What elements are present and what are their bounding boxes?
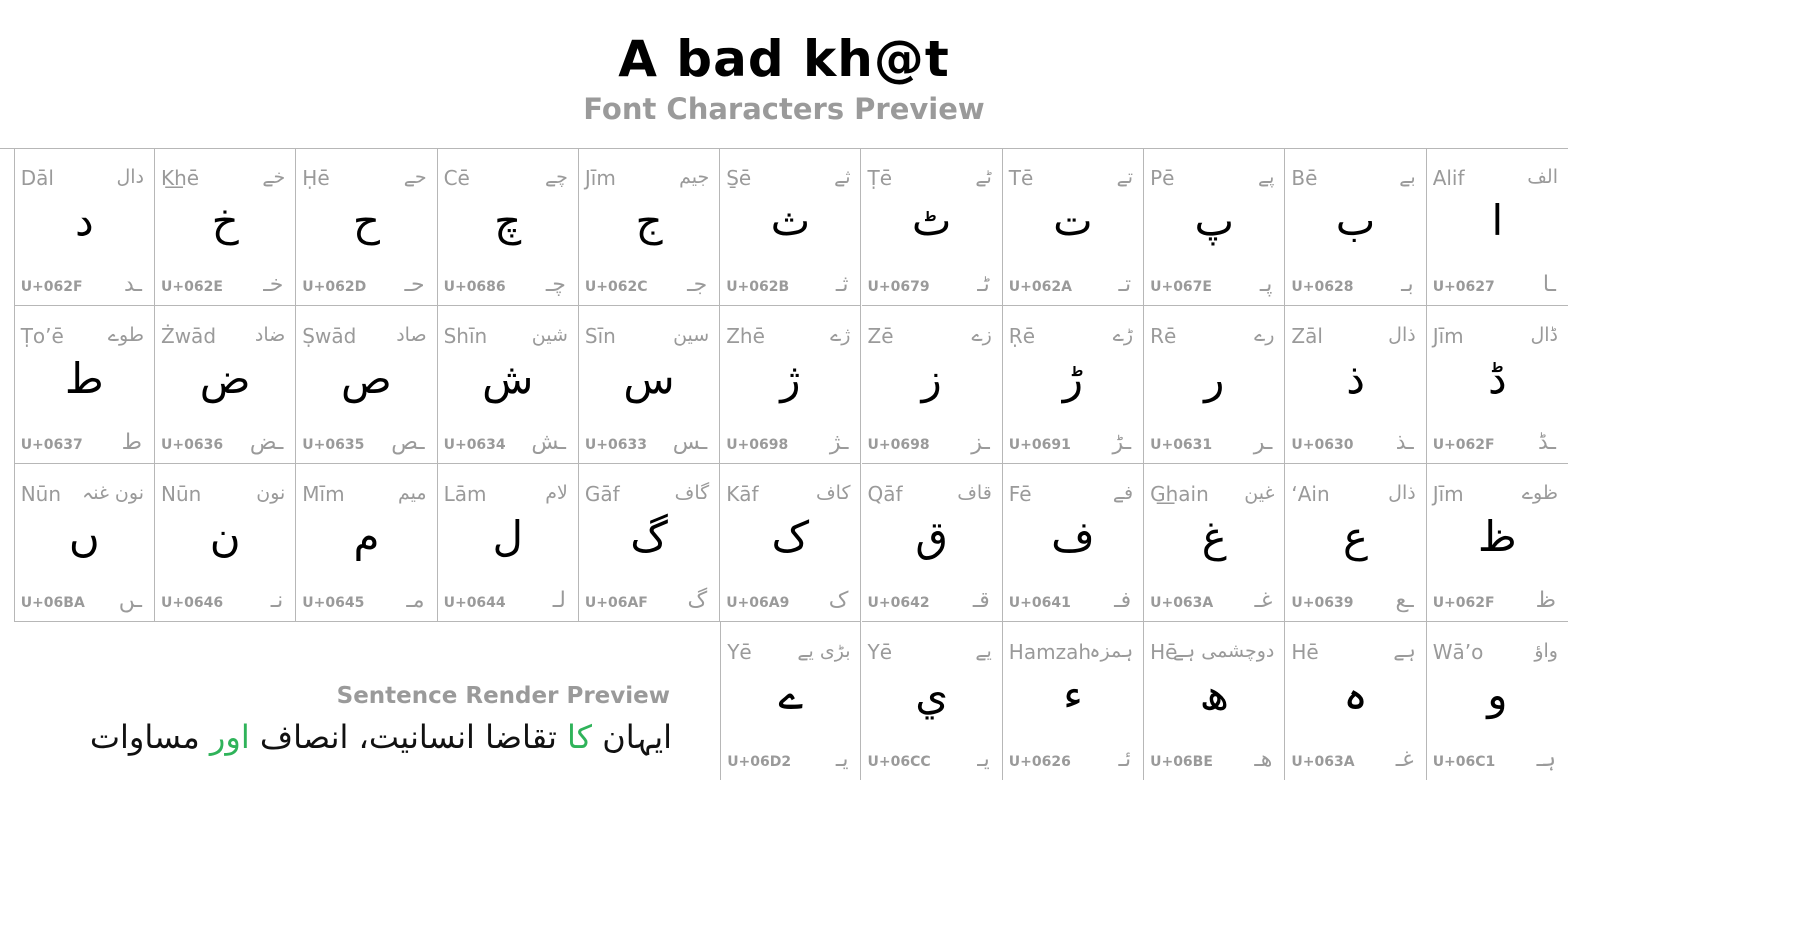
character-codepoint: U+0679 <box>867 279 930 295</box>
character-glyph: ن <box>209 512 241 561</box>
character-codepoint: U+0630 <box>1291 437 1354 453</box>
character-cell <box>438 306 579 464</box>
character-name: K͟hē <box>161 166 200 190</box>
character-glyph: ظ <box>1477 512 1517 561</box>
character-codepoint: U+067E <box>1150 279 1212 295</box>
character-codepoint: U+0635 <box>302 437 365 453</box>
character-joined-form: یـ <box>835 747 849 772</box>
character-name: Rē <box>1150 324 1177 348</box>
character-glyph: ک <box>771 512 810 561</box>
character-glyph: ر <box>1204 354 1225 403</box>
character-urdu-name: لام <box>545 482 568 504</box>
character-name: Hē <box>1291 640 1319 664</box>
character-codepoint: U+0627 <box>1432 279 1495 295</box>
character-joined-form: ـع <box>1395 588 1414 613</box>
character-joined-form: ظ <box>1535 588 1556 613</box>
character-glyph: ي <box>915 670 949 719</box>
character-name: Żwād <box>161 324 217 348</box>
character-cell <box>1427 622 1568 780</box>
character-joined-form: نـ <box>270 588 284 613</box>
character-glyph: ڑ <box>1062 354 1084 403</box>
character-urdu-name: ڑے <box>1112 324 1134 346</box>
character-glyph: خ <box>211 196 239 245</box>
character-glyph: ق <box>915 512 948 561</box>
sentence-word: تقاضا <box>474 718 557 756</box>
character-cell <box>1285 464 1426 622</box>
character-glyph: ع <box>1343 512 1369 561</box>
character-name: Jīm <box>584 166 616 190</box>
character-codepoint: U+0637 <box>20 437 83 453</box>
character-joined-form: ٹـ <box>977 272 990 297</box>
character-glyph: ج <box>635 196 663 245</box>
character-cell <box>720 148 861 306</box>
character-name: Cē <box>443 166 470 190</box>
sentence-word: انسانیت، <box>348 718 475 756</box>
character-codepoint: U+0686 <box>443 279 506 295</box>
character-codepoint: U+0644 <box>443 595 506 611</box>
character-name: Ḥē <box>302 166 330 190</box>
character-urdu-name: دال <box>116 166 144 188</box>
character-codepoint: U+0691 <box>1008 437 1071 453</box>
character-joined-form: ھـ <box>1254 747 1273 772</box>
character-urdu-name: پے <box>1257 166 1275 188</box>
character-urdu-name: فے <box>1112 482 1134 504</box>
character-urdu-name: دوچشمی ہے <box>1172 640 1275 662</box>
character-codepoint: U+06D2 <box>727 754 792 770</box>
character-name: S̱ē <box>726 166 752 190</box>
sentence-word: انصاف <box>249 718 349 756</box>
character-name: Ṭo’ē <box>20 324 64 348</box>
character-glyph: گ <box>630 512 668 561</box>
character-joined-form: ک <box>828 588 849 613</box>
character-glyph: ہ <box>1343 670 1368 719</box>
character-codepoint: U+06BA <box>20 595 85 611</box>
character-glyph: چ <box>494 196 522 245</box>
character-glyph: ص <box>341 354 392 403</box>
character-glyph: س <box>623 354 675 403</box>
character-name: Fē <box>1008 482 1032 506</box>
character-urdu-name: خے <box>262 166 286 188</box>
character-codepoint: U+062A <box>1008 279 1072 295</box>
character-joined-form: ـژ <box>829 430 849 455</box>
character-joined-form: غـ <box>1254 588 1273 613</box>
character-cell <box>438 464 579 622</box>
page-title: A bad kh@t <box>618 30 950 88</box>
character-name: Gāf <box>584 482 620 506</box>
character-urdu-name: ہمزہ <box>1089 640 1134 662</box>
character-name: Shīn <box>443 324 488 348</box>
character-name: Mīm <box>302 482 345 506</box>
character-name: Pē <box>1150 166 1175 190</box>
character-joined-form: ـز <box>971 430 990 455</box>
character-cell <box>1285 306 1426 464</box>
character-glyph: م <box>353 512 380 561</box>
character-name: Jīm <box>1432 482 1464 506</box>
character-joined-form: قـ <box>972 588 990 613</box>
character-urdu-name: ٹے <box>975 166 992 188</box>
character-glyph: ح <box>352 196 380 245</box>
character-urdu-name: تے <box>1116 166 1134 188</box>
character-urdu-name: ظوے <box>1521 482 1558 504</box>
sentence-word-highlighted: اور <box>199 718 250 756</box>
character-cell <box>296 306 437 464</box>
character-glyph: غ <box>1201 512 1227 561</box>
character-cell <box>720 464 861 622</box>
character-cell <box>720 622 861 780</box>
character-glyph: ں <box>68 512 100 561</box>
character-glyph: ث <box>770 196 811 245</box>
character-joined-form: ـں <box>118 588 142 613</box>
character-joined-form: لـ <box>552 588 566 613</box>
character-name: Lām <box>443 482 487 506</box>
character-cell <box>438 148 579 306</box>
character-urdu-name: زے <box>971 324 992 346</box>
character-joined-form: ـا <box>1542 272 1556 297</box>
character-codepoint: U+062D <box>302 279 367 295</box>
character-cell <box>1003 148 1144 306</box>
character-urdu-name: رے <box>1254 324 1275 346</box>
character-cell <box>862 622 1003 780</box>
character-cell <box>862 148 1003 306</box>
character-cell <box>1144 306 1285 464</box>
character-codepoint: U+0641 <box>1008 595 1071 611</box>
character-cell <box>1285 148 1426 306</box>
character-joined-form: ط <box>121 430 142 455</box>
character-codepoint: U+0646 <box>161 595 224 611</box>
character-name: ‘Ain <box>1291 482 1330 506</box>
character-name: Zē <box>867 324 894 348</box>
character-name: Jīm <box>1432 324 1464 348</box>
sentence-word: مساوات <box>89 718 200 756</box>
character-cell <box>1144 148 1285 306</box>
character-joined-form: ـس <box>672 430 708 455</box>
character-name: Wā’o <box>1432 640 1484 664</box>
character-urdu-name: ذال <box>1388 324 1416 346</box>
character-glyph: ژ <box>780 354 801 403</box>
character-glyph: ٹ <box>911 196 952 245</box>
character-codepoint: U+06CC <box>867 754 931 770</box>
character-cell <box>14 306 155 464</box>
character-glyph: پ <box>1194 196 1235 245</box>
character-urdu-name: قاف <box>957 482 992 504</box>
character-urdu-name: ہے <box>1393 640 1416 662</box>
character-cell <box>862 306 1003 464</box>
character-codepoint: U+062F <box>1432 437 1495 453</box>
character-codepoint: U+06AF <box>584 595 648 611</box>
character-urdu-name: ڈال <box>1530 324 1558 346</box>
character-cell <box>1144 464 1285 622</box>
character-glyph: ے <box>778 670 804 719</box>
character-glyph: ل <box>492 512 523 561</box>
character-urdu-name: جیم <box>679 166 710 188</box>
character-urdu-name: نون غنہ <box>82 482 144 504</box>
character-codepoint: U+062F <box>20 279 83 295</box>
character-joined-form: ـض <box>249 430 284 455</box>
character-joined-form: جـ <box>687 272 708 297</box>
character-codepoint: U+062F <box>1432 595 1495 611</box>
character-name: Zāl <box>1291 324 1323 348</box>
character-codepoint: U+0631 <box>1150 437 1213 453</box>
character-urdu-name: ژے <box>830 324 851 346</box>
character-joined-form: پـ <box>1259 272 1273 297</box>
character-joined-form: ئـ <box>1118 747 1132 772</box>
character-urdu-name: سین <box>673 324 710 346</box>
character-codepoint: U+0633 <box>584 437 647 453</box>
character-name: Ṣwād <box>302 324 357 348</box>
character-urdu-name: حے <box>403 166 427 188</box>
character-joined-form: ـش <box>531 430 566 455</box>
character-name: Bē <box>1291 166 1318 190</box>
character-codepoint: U+062E <box>161 279 223 295</box>
character-urdu-name: واؤ <box>1534 640 1558 662</box>
character-urdu-name: چے <box>545 166 568 188</box>
character-codepoint: U+0628 <box>1291 279 1354 295</box>
character-cell <box>1285 622 1426 780</box>
character-cell <box>1003 464 1144 622</box>
character-name: Zhē <box>726 324 765 348</box>
character-glyph: ض <box>199 354 251 403</box>
character-name: Ṛē <box>1008 324 1035 348</box>
character-name: G͟hain <box>1150 482 1209 506</box>
character-codepoint: U+063A <box>1150 595 1214 611</box>
character-name: Yē <box>867 640 893 664</box>
character-codepoint: U+063A <box>1291 754 1355 770</box>
character-glyph: ھ <box>1199 670 1229 719</box>
character-codepoint: U+0642 <box>867 595 930 611</box>
character-glyph: ز <box>921 354 942 403</box>
character-cell <box>1427 464 1568 622</box>
character-urdu-name: صاد <box>396 324 427 346</box>
character-urdu-name: ثے <box>834 166 851 188</box>
sentence-preview-text <box>40 718 672 756</box>
character-joined-form: مـ <box>406 588 425 613</box>
character-codepoint: U+062B <box>726 279 790 295</box>
character-urdu-name: الف <box>1527 166 1558 188</box>
character-joined-form: ثـ <box>835 272 849 297</box>
character-glyph: ف <box>1051 512 1095 561</box>
character-cell <box>862 464 1003 622</box>
character-codepoint: U+0698 <box>726 437 789 453</box>
sentence-word: ایہان <box>592 718 672 756</box>
character-joined-form: فـ <box>1114 588 1132 613</box>
character-glyph: ڈ <box>1487 354 1507 403</box>
character-glyph: ط <box>64 354 104 403</box>
character-name: Hē <box>1150 640 1178 664</box>
character-cell <box>579 306 720 464</box>
character-codepoint: U+0639 <box>1291 595 1354 611</box>
character-joined-form: ـذ <box>1395 430 1414 455</box>
character-codepoint: U+06A9 <box>726 595 790 611</box>
character-cell <box>1144 622 1285 780</box>
character-name: Sīn <box>584 324 616 348</box>
character-urdu-name: ذال <box>1388 482 1416 504</box>
character-cell <box>155 306 296 464</box>
character-cell <box>14 148 155 306</box>
character-glyph: ء <box>1063 670 1083 719</box>
character-cell <box>720 306 861 464</box>
character-joined-form: حـ <box>404 272 425 297</box>
character-urdu-name: غین <box>1244 482 1275 504</box>
character-joined-form: بـ <box>1401 272 1414 297</box>
character-cell <box>579 148 720 306</box>
character-name: Tē <box>1008 166 1034 190</box>
character-urdu-name: یے <box>975 640 992 662</box>
character-name: Ṭē <box>867 166 893 190</box>
sentence-word-highlighted: کا <box>556 718 593 756</box>
character-urdu-name: شین <box>531 324 568 346</box>
character-urdu-name: گاف <box>674 482 710 504</box>
character-joined-form: ـڈ <box>1537 430 1556 455</box>
character-joined-form: ہـ <box>1536 747 1556 772</box>
character-urdu-name: ضاد <box>254 324 286 346</box>
character-cell <box>14 464 155 622</box>
character-codepoint: U+06BE <box>1150 754 1213 770</box>
character-name: Alif <box>1432 166 1465 190</box>
character-cell <box>155 148 296 306</box>
character-cell <box>296 148 437 306</box>
character-joined-form: ـص <box>391 430 425 455</box>
character-urdu-name: طوے <box>107 324 144 346</box>
character-glyph: ذ <box>1346 354 1365 403</box>
character-joined-form: یـ <box>977 747 990 772</box>
character-codepoint: U+0698 <box>867 437 930 453</box>
character-codepoint: U+0634 <box>443 437 506 453</box>
character-glyph: ش <box>482 354 534 403</box>
character-cell <box>296 464 437 622</box>
character-urdu-name: کاف <box>815 482 851 504</box>
character-codepoint: U+0645 <box>302 595 365 611</box>
character-name: Qāf <box>867 482 903 506</box>
character-joined-form: ـڑ <box>1112 430 1132 455</box>
character-codepoint: U+0636 <box>161 437 224 453</box>
character-joined-form: خـ <box>263 272 284 297</box>
character-joined-form: گ <box>687 588 708 613</box>
character-joined-form: چـ <box>545 272 566 297</box>
character-codepoint: U+062C <box>584 279 648 295</box>
character-codepoint: U+0626 <box>1008 754 1071 770</box>
character-glyph: ا <box>1491 196 1504 245</box>
page-subtitle: Font Characters Preview <box>583 92 985 126</box>
character-name: Yē <box>727 640 752 664</box>
character-glyph: و <box>1487 670 1508 719</box>
character-joined-form: تـ <box>1118 272 1132 297</box>
character-glyph: ب <box>1335 196 1376 245</box>
character-urdu-name: نون <box>256 482 286 504</box>
character-cell <box>155 464 296 622</box>
character-cell <box>1427 306 1568 464</box>
character-glyph: د <box>74 196 94 245</box>
character-name: Kāf <box>726 482 759 506</box>
character-codepoint: U+06C1 <box>1432 754 1496 770</box>
character-urdu-name: بڑی یے <box>797 640 851 662</box>
character-name: Nūn <box>20 482 61 506</box>
character-urdu-name: بے <box>1399 166 1416 188</box>
character-joined-form: غـ <box>1395 747 1414 772</box>
character-glyph: ت <box>1053 196 1093 245</box>
character-cell <box>579 464 720 622</box>
sentence-preview-label: Sentence Render Preview <box>336 683 670 709</box>
character-name: Hamzah <box>1008 640 1092 664</box>
character-urdu-name: میم <box>398 482 427 504</box>
character-cell <box>1003 622 1144 780</box>
character-cell <box>1003 306 1144 464</box>
character-name: Dāl <box>20 166 54 190</box>
character-cell <box>1427 148 1568 306</box>
character-name: Nūn <box>161 482 202 506</box>
character-joined-form: ـد <box>123 272 142 297</box>
character-joined-form: ـر <box>1253 430 1273 455</box>
